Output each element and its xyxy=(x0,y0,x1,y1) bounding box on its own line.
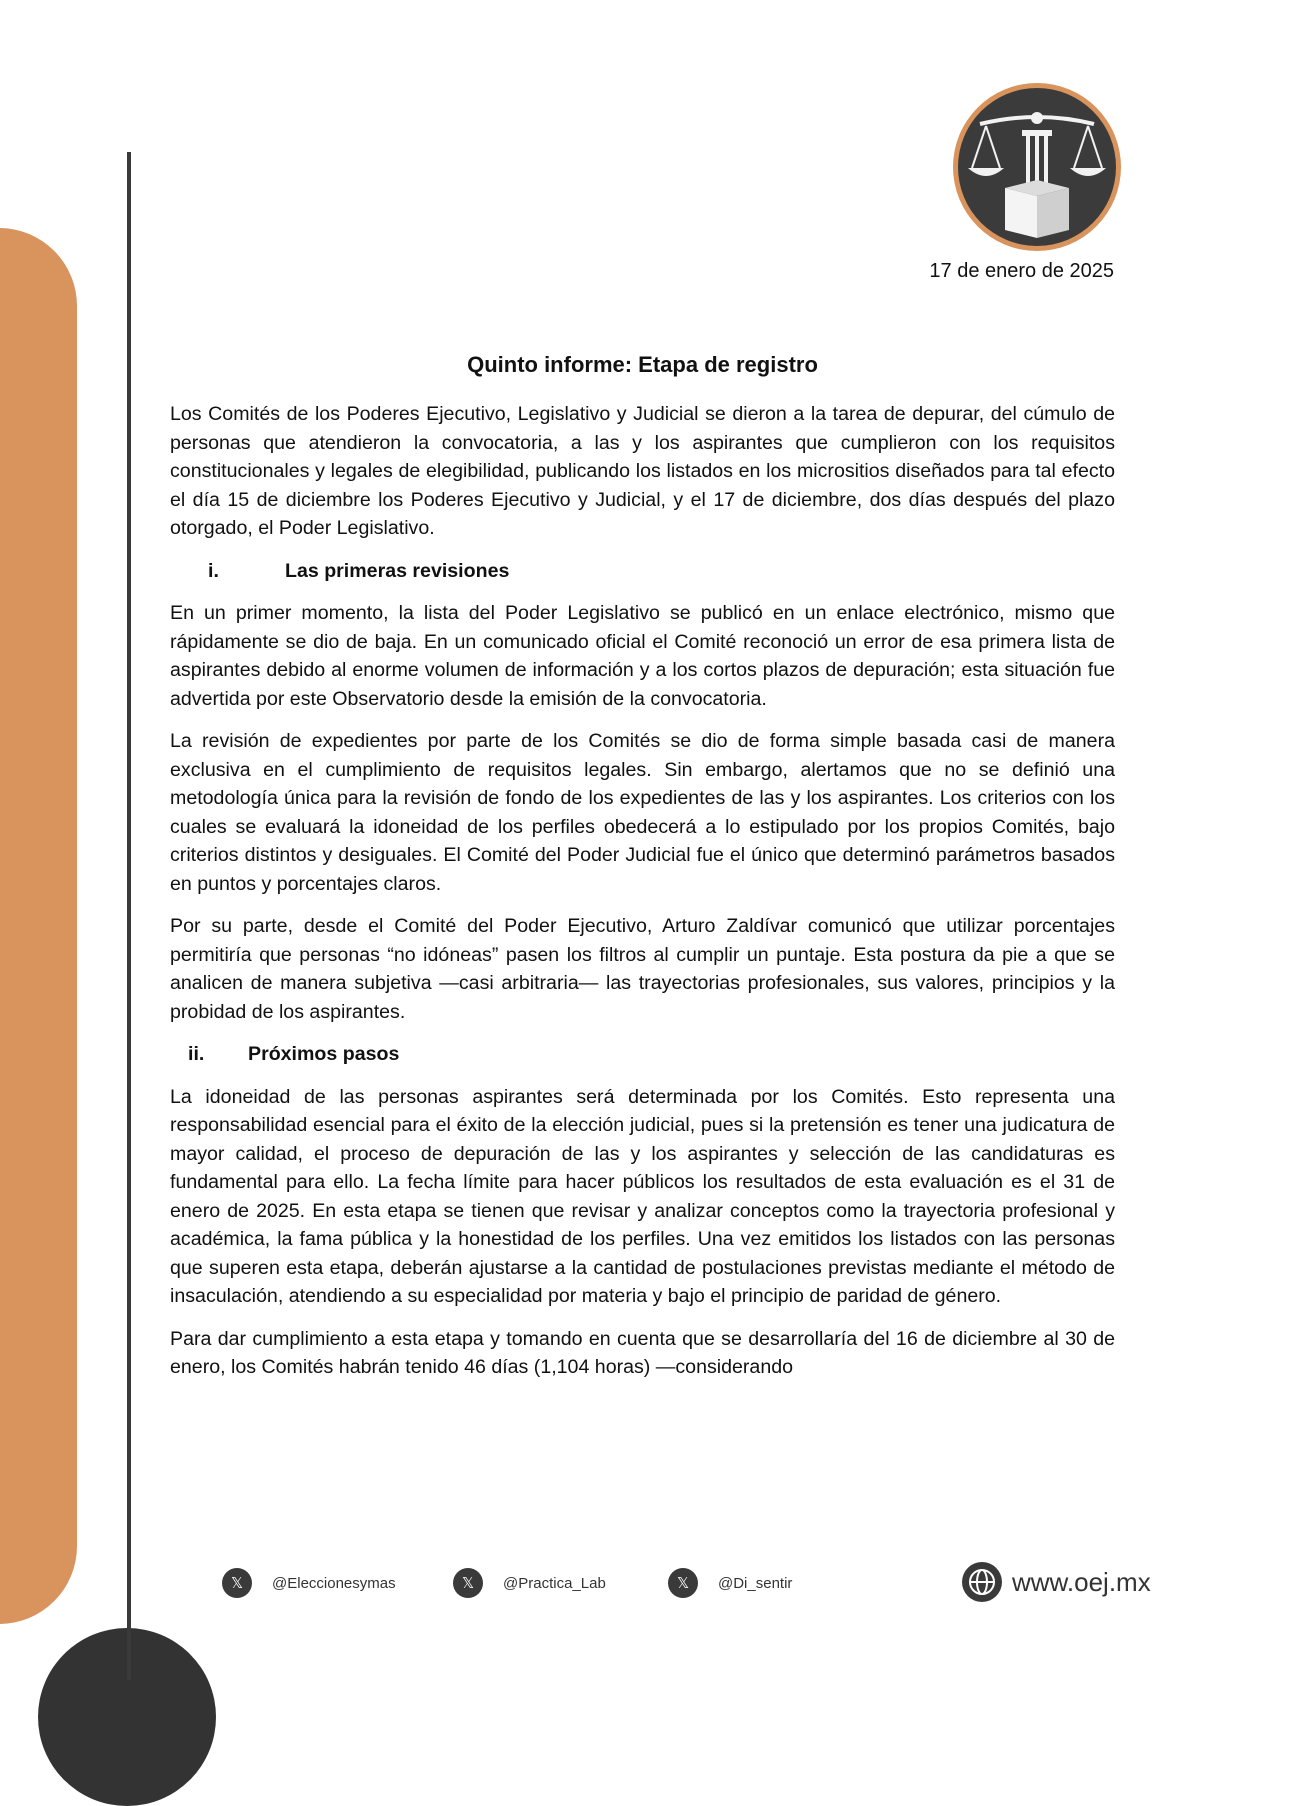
decorative-vertical-line xyxy=(127,152,131,1680)
section-title: Próximos pasos xyxy=(248,1043,400,1065)
paragraph: Por su parte, desde el Comité del Poder Ejecutivo, Arturo Zaldívar comunicó que utilizar porcentajes permitiría que personas “no idóneas” pasen los filtros al cumplir un puntaje. Esta postura da pie a que se analicen de manera subjetiva —casi arbitraria— las trayectorias profesionales, sus valores, principios y la probidad de los aspirantes. xyxy=(170,915,1115,1023)
x-social-icon: 𝕏 xyxy=(668,1568,698,1598)
section-number: ii. xyxy=(188,1043,205,1065)
footer xyxy=(0,1562,1294,1612)
footer-social-di-sentir[interactable] xyxy=(668,1568,792,1598)
website-url[interactable]: www.oej.mx xyxy=(1012,1566,1151,1597)
section-number: i. xyxy=(208,559,219,582)
x-social-icon: 𝕏 xyxy=(453,1568,483,1598)
globe-icon xyxy=(962,1562,1002,1602)
social-handle[interactable]: @Practica_Lab xyxy=(503,1574,606,1592)
section-heading-1 xyxy=(170,557,1115,586)
paragraph: Para dar cumplimiento a esta etapa y tomando en cuenta que se desarrollaría del 16 de diciembre al 30 de enero, los Comités habrán tenido 46 días (1,104 horas) —considerando xyxy=(170,1327,1115,1378)
paragraph: Los Comités de los Poderes Ejecutivo, Legislativo y Judicial se dieron a la tarea de depurar, del cúmulo de personas que atendieron la convocatoria, a las y los aspirantes que cumplieron con los requisitos constitucionales y legales de elegibilidad, publicando los listados en los micrositios diseñados para tal efecto el día 15 de diciembre los Poderes Ejecutivo y Judicial, y el 17 de diciembre, dos días después del plazo otorgado, el Poder Legislativo. xyxy=(170,403,1115,539)
social-handle[interactable]: @Eleccionesymas xyxy=(272,1574,396,1592)
footer-social-eleccionesymas[interactable] xyxy=(222,1568,396,1598)
social-handle[interactable]: @Di_sentir xyxy=(718,1574,793,1592)
decorative-orange-band xyxy=(0,228,77,1624)
x-social-icon: 𝕏 xyxy=(222,1568,252,1598)
paragraph: En un primer momento, la lista del Poder Legislativo se publicó en un enlace electrónico, mismo que rápidamente se dio de baja. En un comunicado oficial el Comité reconoció un error de esa primera lista de aspirantes debido al enorme volumen de información y a los cortos plazos de depuración; esta situación fue advertida por este Observatorio desde la emisión de la convocatoria. xyxy=(170,602,1115,710)
scales-of-justice-logo xyxy=(950,80,1124,254)
footer-website-link[interactable] xyxy=(962,1562,1151,1602)
document-date: 17 de enero de 2025 xyxy=(929,260,1114,282)
paragraph: La idoneidad de las personas aspirantes será determinada por los Comités. Esto representa una responsabilidad esencial para el éxito de la elección judicial, pues si la pretensión es tener una judicatura de mayor calidad, el proceso de depuración de las y los aspirantes y selección de las candidaturas es fundamental para ello. La fecha límite para hacer públicos los resultados de esta evaluación es el 31 de enero de 2025. En esta etapa se tienen que revisar y analizar conceptos como la trayectoria profesional y académica, la fama pública y la honestidad de los perfiles. Una vez emitidos los listados con las personas que superen esta etapa, deberán ajustarse a la cantidad de postulaciones previstas mediante el método de insaculación, atendiendo a su especialidad por materia y bajo el principio de paridad de género. xyxy=(170,1085,1115,1307)
section-heading-2 xyxy=(170,1040,1115,1069)
document-body xyxy=(170,400,1115,1396)
footer-social-practica-lab[interactable] xyxy=(453,1568,606,1598)
page-title: Quinto informe: Etapa de registro xyxy=(467,352,818,377)
paragraph: La revisión de expedientes por parte de los Comités se dio de forma simple basada casi de manera exclusiva en el cumplimiento de requisitos legales. Sin embargo, alertamos que no se definió una metodología única para la revisión de fondo de los expedientes de las y los aspirantes. Los criterios con los cuales se evaluará la idoneidad de los perfiles obedecerá a lo estipulado por los propios Comités, bajo criterios distintos y desiguales. El Comité del Poder Judicial fue el único que determinó parámetros basados en puntos y porcentajes claros. xyxy=(170,730,1115,895)
section-title: Las primeras revisiones xyxy=(285,559,510,582)
